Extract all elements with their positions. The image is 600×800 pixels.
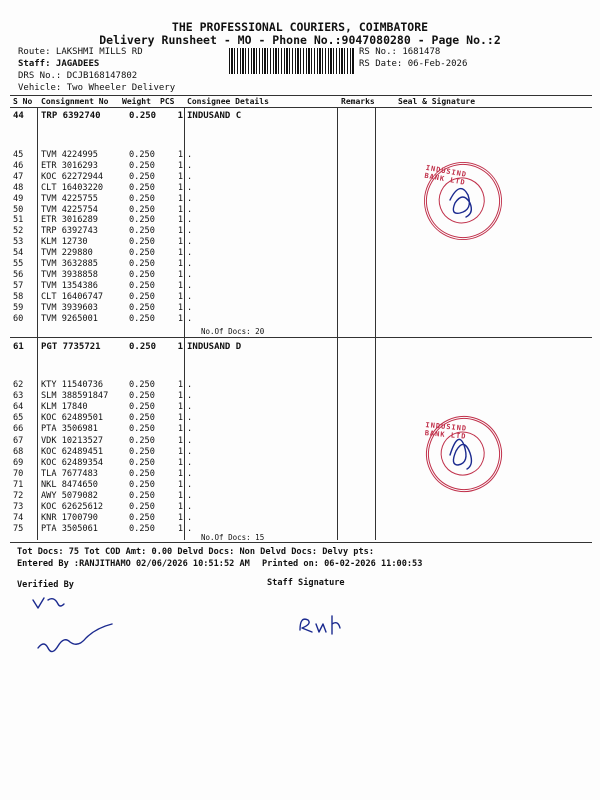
group-1-doc-count: No.Of Docs: 20 xyxy=(201,327,265,336)
row-pcs: 1 xyxy=(177,204,183,215)
row-sno: 44 xyxy=(13,111,24,121)
row-consignment: CLT 16403220 xyxy=(41,182,104,193)
row-sno: 60 xyxy=(13,313,24,324)
row-sno: 69 xyxy=(13,457,24,468)
row-weight: 0.250 xyxy=(129,237,155,248)
row-consignment: KOC 62489451 xyxy=(41,446,104,457)
group-2-doc-count: No.Of Docs: 15 xyxy=(201,533,265,542)
row-weight: 0.250 xyxy=(129,313,155,324)
row-pcs: 1 xyxy=(177,150,183,160)
row-consignment: KNR 1700790 xyxy=(41,513,98,524)
row-consignment: PGT 7735721 xyxy=(41,342,101,352)
row-sno: 49 xyxy=(13,193,24,204)
row-sno: 53 xyxy=(13,237,24,248)
row-consignment: TLA 7677483 xyxy=(41,468,98,479)
row-pcs: 1 xyxy=(177,226,183,237)
row-details: . xyxy=(187,479,193,490)
row-details: . xyxy=(187,502,193,513)
row-pcs: 1 xyxy=(177,435,183,446)
row-pcs: 1 xyxy=(177,413,183,424)
row-weight: 0.250 xyxy=(129,226,155,237)
row-weight: 0.250 xyxy=(129,248,155,259)
row-details: . xyxy=(187,402,193,413)
row-sno: 62 xyxy=(13,380,24,390)
row-sno: 48 xyxy=(13,182,24,193)
row-weight: 0.250 xyxy=(129,111,157,121)
row-pcs: 1 xyxy=(177,269,183,280)
verified-by-label: Verified By xyxy=(17,580,74,590)
row-consignment: ETR 3016289 xyxy=(41,215,98,226)
row-sno: 61 xyxy=(13,342,24,352)
row-details: . xyxy=(187,413,193,424)
row-weight: 0.250 xyxy=(129,479,155,490)
row-details: . xyxy=(187,380,193,390)
row-sno: 64 xyxy=(13,402,24,413)
row-sno: 70 xyxy=(13,468,24,479)
row-sno: 67 xyxy=(13,435,24,446)
row-pcs: 1 xyxy=(177,468,183,479)
row-consignment: KOC 62489501 xyxy=(41,413,104,424)
rs-number: RS No.: 1681478 xyxy=(359,47,441,57)
row-details: . xyxy=(187,215,193,226)
row-weight: 0.250 xyxy=(129,204,155,215)
col-details: Consignee Details xyxy=(187,97,269,106)
seal-signature-2 xyxy=(450,439,471,469)
row-consignment: PTA 3505061 xyxy=(41,524,98,535)
row-details: . xyxy=(187,391,193,402)
row-consignment: NKL 8474650 xyxy=(41,479,98,490)
totals-line: Tot Docs: 75 Tot COD Amt: 0.00 Delvd Docs: Non Delvd Docs: Delvy pts: xyxy=(17,547,374,557)
row-consignment: TVM 9265001 xyxy=(41,313,98,324)
row-sno: 59 xyxy=(13,302,24,313)
stamp-text: INDUSIND BANK LTD xyxy=(423,163,468,187)
row-pcs: 1 xyxy=(177,424,183,435)
row-pcs: 1 xyxy=(177,513,183,524)
row-weight: 0.250 xyxy=(129,302,155,313)
row-pcs: 1 xyxy=(177,111,183,121)
staff-label: Staff: JAGADEES xyxy=(18,59,100,69)
row-details: . xyxy=(187,524,193,535)
row-consignment: TRP 6392743 xyxy=(41,226,98,237)
row-weight: 0.250 xyxy=(129,491,155,501)
row-consignment: TRP 6392740 xyxy=(41,111,101,121)
row-weight: 0.250 xyxy=(129,524,155,535)
staff-signature-label: Staff Signature xyxy=(267,578,345,588)
row-consignment: TVM 1354386 xyxy=(41,280,98,291)
row-consignment: KLM 12730 xyxy=(41,237,88,248)
row-pcs: 1 xyxy=(177,342,183,352)
row-pcs: 1 xyxy=(177,182,183,193)
row-details: . xyxy=(187,259,193,269)
row-consignment: VDK 10213527 xyxy=(41,435,104,446)
row-pcs: 1 xyxy=(177,479,183,490)
row-weight: 0.250 xyxy=(129,380,155,390)
row-sno: 56 xyxy=(13,269,24,280)
row-details: . xyxy=(187,248,193,259)
row-sno: 51 xyxy=(13,215,24,226)
row-pcs: 1 xyxy=(177,291,183,302)
verified-signature-1 xyxy=(33,598,64,608)
route-label: Route: LAKSHMI MILLS RD xyxy=(18,47,143,57)
row-weight: 0.250 xyxy=(129,435,155,446)
row-pcs: 1 xyxy=(177,457,183,468)
row-weight: 0.250 xyxy=(129,502,155,513)
row-details: . xyxy=(187,491,193,501)
consignee-name: INDUSAND C xyxy=(187,111,242,121)
row-weight: 0.250 xyxy=(129,446,155,457)
staff-signature xyxy=(300,616,340,634)
row-pcs: 1 xyxy=(177,402,183,413)
rs-date: RS Date: 06-Feb-2026 xyxy=(359,59,468,69)
row-weight: 0.250 xyxy=(129,413,155,424)
row-sno: 63 xyxy=(13,391,24,402)
row-details: . xyxy=(187,435,193,446)
row-pcs: 1 xyxy=(177,193,183,204)
entered-by: Entered By :RANJITHAMO 02/06/2026 10:51:52 AM xyxy=(17,559,250,569)
drs-number: DRS No.: DCJB168147802 xyxy=(18,71,138,81)
row-details: . xyxy=(187,182,193,193)
row-consignment: PTA 3506981 xyxy=(41,424,98,435)
row-consignment: TVM 4224995 xyxy=(41,150,98,160)
row-weight: 0.250 xyxy=(129,259,155,269)
row-pcs: 1 xyxy=(177,491,183,501)
row-consignment: KOC 62625612 xyxy=(41,502,104,513)
row-details: . xyxy=(187,457,193,468)
row-pcs: 1 xyxy=(177,248,183,259)
row-sno: 65 xyxy=(13,413,24,424)
row-consignment: ETR 3016293 xyxy=(41,160,98,171)
col-pcs: PCS xyxy=(160,97,175,106)
row-details: . xyxy=(187,302,193,313)
row-pcs: 1 xyxy=(177,313,183,324)
row-sno: 45 xyxy=(13,150,24,160)
row-details: . xyxy=(187,468,193,479)
row-consignment: TVM 4225755 xyxy=(41,193,98,204)
row-details: . xyxy=(187,237,193,248)
row-sno: 68 xyxy=(13,446,24,457)
printed-on: Printed on: 06-02-2026 11:00:53 xyxy=(262,559,423,569)
row-sno: 52 xyxy=(13,226,24,237)
col-sno: S No xyxy=(13,97,33,106)
row-consignment: KTY 11540736 xyxy=(41,380,104,390)
row-weight: 0.250 xyxy=(129,342,157,352)
row-weight: 0.250 xyxy=(129,402,155,413)
row-consignment: CLT 16406747 xyxy=(41,291,104,302)
row-weight: 0.250 xyxy=(129,193,155,204)
row-details: . xyxy=(187,513,193,524)
row-pcs: 1 xyxy=(177,502,183,513)
row-weight: 0.250 xyxy=(129,468,155,479)
row-pcs: 1 xyxy=(177,380,183,390)
row-details: . xyxy=(187,204,193,215)
row-consignment: TVM 3632885 xyxy=(41,259,98,269)
row-weight: 0.250 xyxy=(129,457,155,468)
company-title: THE PROFESSIONAL COURIERS, COIMBATORE xyxy=(171,20,429,34)
row-pcs: 1 xyxy=(177,302,183,313)
row-pcs: 1 xyxy=(177,215,183,226)
row-weight: 0.250 xyxy=(129,182,155,193)
row-weight: 0.250 xyxy=(129,215,155,226)
row-details: . xyxy=(187,226,193,237)
row-pcs: 1 xyxy=(177,171,183,182)
vehicle-label: Vehicle: Two Wheeler Delivery xyxy=(18,83,176,93)
row-details: . xyxy=(187,150,193,160)
row-weight: 0.250 xyxy=(129,513,155,524)
row-sno: 74 xyxy=(13,513,24,524)
row-weight: 0.250 xyxy=(129,150,155,160)
stamp-text: INDUSIND BANK LTD xyxy=(424,421,468,441)
row-weight: 0.250 xyxy=(129,291,155,302)
row-consignment: TVM 4225754 xyxy=(41,204,98,215)
row-weight: 0.250 xyxy=(129,171,155,182)
row-sno: 46 xyxy=(13,160,24,171)
row-pcs: 1 xyxy=(177,237,183,248)
row-consignment: KLM 17840 xyxy=(41,402,88,413)
row-details: . xyxy=(187,160,193,171)
row-weight: 0.250 xyxy=(129,280,155,291)
row-sno: 75 xyxy=(13,524,24,535)
row-weight: 0.250 xyxy=(129,391,155,402)
col-seal: Seal & Signature xyxy=(398,97,476,106)
row-pcs: 1 xyxy=(177,524,183,535)
runsheet-subtitle: Delivery Runsheet - MO - Phone No.:9047080280 - Page No.:2 xyxy=(99,33,501,47)
row-details: . xyxy=(187,424,193,435)
row-sno: 55 xyxy=(13,259,24,269)
row-consignment: TVM 3939603 xyxy=(41,302,98,313)
col-weight: Weight xyxy=(122,97,151,106)
row-details: . xyxy=(187,446,193,457)
row-sno: 72 xyxy=(13,491,24,501)
row-sno: 58 xyxy=(13,291,24,302)
row-consignment: TVM 3938858 xyxy=(41,269,98,280)
row-weight: 0.250 xyxy=(129,424,155,435)
row-sno: 54 xyxy=(13,248,24,259)
row-sno: 57 xyxy=(13,280,24,291)
row-pcs: 1 xyxy=(177,391,183,402)
col-remarks: Remarks xyxy=(341,97,375,106)
row-weight: 0.250 xyxy=(129,160,155,171)
row-details: . xyxy=(187,269,193,280)
row-sno: 71 xyxy=(13,479,24,490)
row-sno: 47 xyxy=(13,171,24,182)
row-pcs: 1 xyxy=(177,160,183,171)
row-details: . xyxy=(187,193,193,204)
row-consignment: KOC 62272944 xyxy=(41,171,104,182)
row-details: . xyxy=(187,280,193,291)
row-pcs: 1 xyxy=(177,259,183,269)
row-consignment: TVM 229880 xyxy=(41,248,93,259)
row-details: . xyxy=(187,291,193,302)
row-pcs: 1 xyxy=(177,446,183,457)
consignee-name: INDUSAND D xyxy=(187,342,242,352)
row-details: . xyxy=(187,313,193,324)
row-weight: 0.250 xyxy=(129,269,155,280)
row-sno: 66 xyxy=(13,424,24,435)
row-sno: 73 xyxy=(13,502,24,513)
verified-signature-2 xyxy=(38,624,112,652)
row-pcs: 1 xyxy=(177,280,183,291)
row-details: . xyxy=(187,171,193,182)
row-consignment: KOC 62489354 xyxy=(41,457,104,468)
seal-signature-1 xyxy=(450,189,471,217)
row-sno: 50 xyxy=(13,204,24,215)
col-consignment: Consignment No xyxy=(41,97,109,106)
row-consignment: SLM 388591847 xyxy=(41,391,109,402)
row-consignment: AWY 5079082 xyxy=(41,491,98,501)
